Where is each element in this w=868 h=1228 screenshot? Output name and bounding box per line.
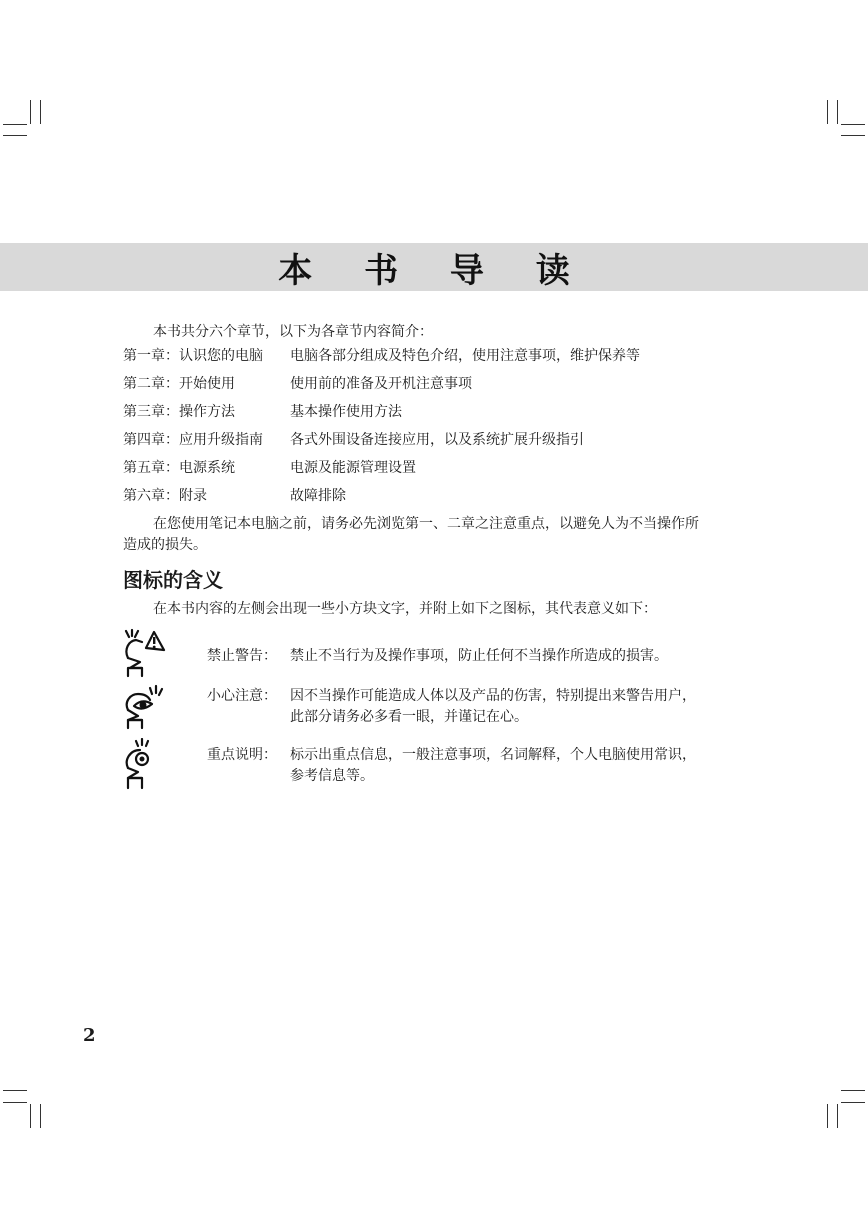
chapter-description: 基本操作使用方法	[290, 404, 402, 420]
chapter-description: 故障排除	[290, 488, 346, 504]
chapter-description: 各式外围设备连接应用，以及系统扩展升级指引	[290, 432, 584, 448]
notice-paragraph-line1: 在您使用笔记本电脑之前，请务必先浏览第一、二章之注意重点，以避免人为不当操作所	[153, 516, 699, 532]
chapter-row	[123, 374, 472, 394]
chapter-number: 第三章：操作方法	[123, 404, 235, 420]
icon-description-caution-line1: 因不当操作可能造成人体以及产品的伤害，特别提出来警告用户，	[290, 688, 696, 704]
chapter-description: 使用前的准备及开机注意事项	[290, 376, 472, 392]
chapter-number: 第五章：电源系统	[123, 460, 235, 476]
title-band	[0, 243, 868, 291]
chapter-row	[123, 458, 416, 478]
bulb-icon	[120, 738, 168, 790]
icons-intro: 在本书内容的左侧会出现一些小方块文字，并附上如下之图标，其代表意义如下：	[153, 601, 657, 617]
icon-description-key-point-line2: 参考信息等。	[290, 768, 374, 784]
icon-label-key-point: 重点说明：	[207, 747, 277, 763]
chapter-row	[123, 346, 640, 366]
chapter-description: 电脑各部分组成及特色介绍，使用注意事项，维护保养等	[290, 348, 640, 364]
notice-paragraph-line2: 造成的损失。	[123, 537, 207, 553]
icon-description-key-point-line1: 标示出重点信息，一般注意事项，名词解释，个人电脑使用常识，	[290, 747, 696, 763]
chapter-number: 第四章：应用升级指南	[123, 432, 263, 448]
chapter-number: 第一章：认识您的电脑	[123, 348, 263, 364]
page-number: 2	[83, 1025, 96, 1046]
warning-icon	[120, 628, 168, 680]
icon-description-warning: 禁止不当行为及操作事项，防止任何不当操作所造成的损害。	[290, 648, 668, 664]
chapter-number: 第二章：开始使用	[123, 376, 235, 392]
section-heading: 图标的含义	[123, 568, 223, 592]
chapter-row	[123, 402, 402, 422]
eye-icon	[120, 684, 168, 736]
chapter-row	[123, 486, 346, 506]
chapter-row	[123, 430, 584, 450]
icon-label-warning: 禁止警告：	[207, 648, 277, 664]
icon-label-caution: 小心注意：	[207, 688, 277, 704]
chapter-description: 电源及能源管理设置	[290, 460, 416, 476]
icon-description-caution-line2: 此部分请务必多看一眼，并谨记在心。	[290, 709, 528, 725]
chapter-number: 第六章：附录	[123, 488, 207, 504]
intro-paragraph: 本书共分六个章节，以下为各章节内容简介：	[153, 324, 433, 340]
page-title: 本 书 导 读	[278, 250, 590, 291]
